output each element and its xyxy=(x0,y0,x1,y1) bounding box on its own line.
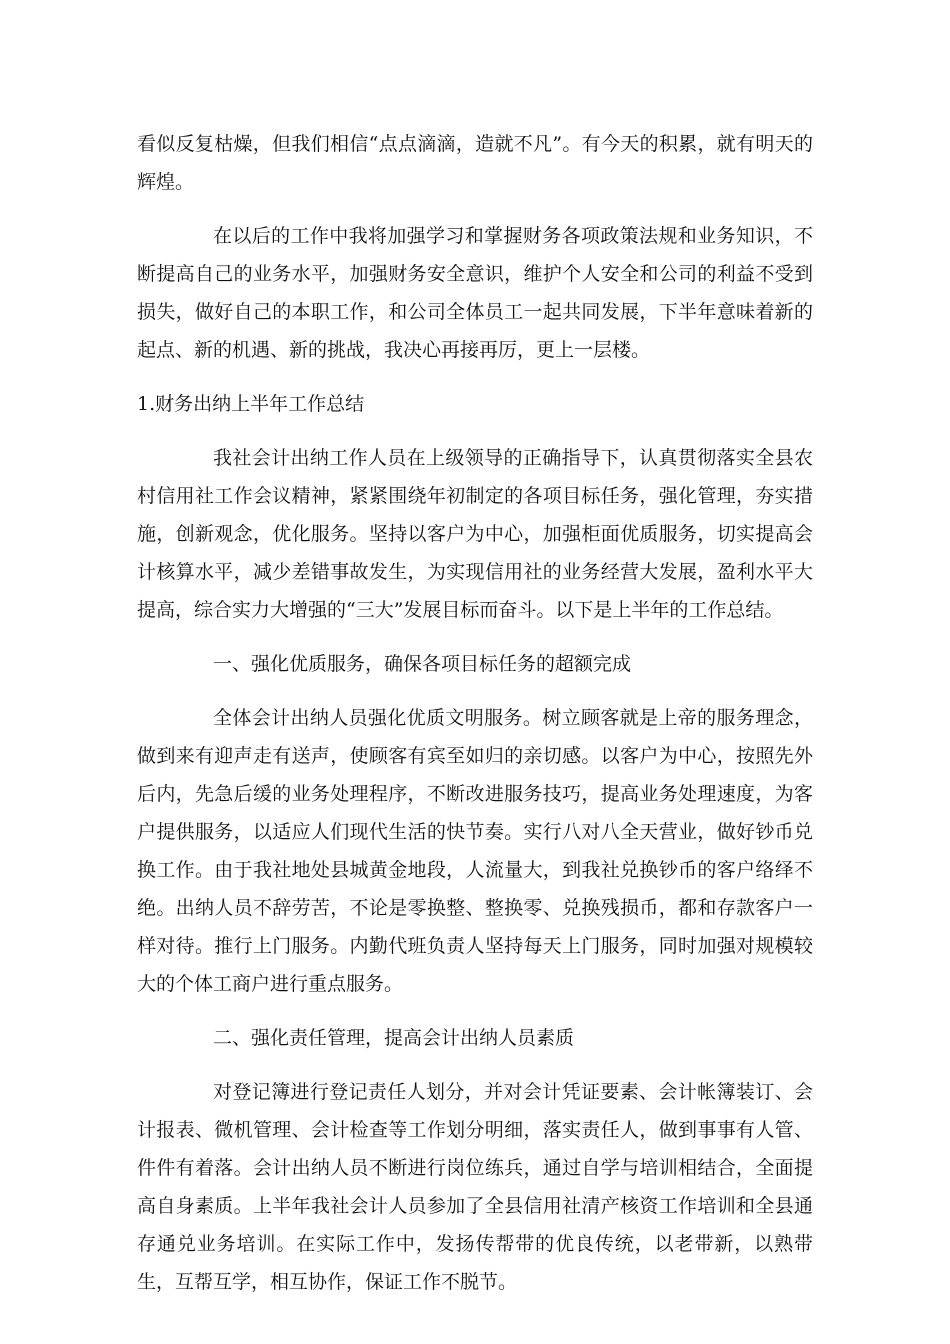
paragraph-continuation: 看似反复枯燥，但我们相信“点点滴滴，造就不凡”。有今天的积累，就有明天的辉煌。 xyxy=(137,133,813,193)
paragraph-responsibility-management: 对登记簿进行登记责任人划分，并对会计凭证要素、会计帐簿装订、会计报表、微机管理、会计检查等工作划分明细，落实责任人，做到事事有人管、件件有着落。会计出纳人员不断进行岗位练兵，通过自学与培训相结合，全面提高自身素质。上半年我社会计人员参加了全县信用社清产核资工作培训和全县通存通兑业务培训。在实际工作中，发扬传帮带的优良传统，以老带新，以熟带生，互帮互学，相互协作，保证工作不脱节。 xyxy=(137,1081,813,1293)
paragraph-summary-intro: 我社会计出纳工作人员在上级领导的正确指导下，认真贯彻落实全县农村信用社工作会议精神，紧紧围绕年初制定的各项目标任务，强化管理，夯实措施，创新观念，优化服务。坚持以客户为中心，加强柜面优质服务，切实提高会计核算水平，减少差错事故发生，为实现信用社的业务经营大发展，盈利水平大提高，综合实力大增强的“三大”发展目标而奋斗。以下是上半年的工作总结。 xyxy=(137,447,813,621)
paragraph-service-quality: 全体会计出纳人员强化优质文明服务。树立顾客就是上帝的服务理念，做到来有迎声走有送声，使顾客有宾至如归的亲切感。以客户为中心，按照先外后内，先急后缓的业务处理程序，不断改进服务技巧，提高业务处理速度，为客户提供服务，以适应人们现代生活的快节奏。实行八对八全天营业，做好钞币兑换工作。由于我社地处县城黄金地段，人流量大，到我社兑换钞币的客户络绎不绝。出纳人员不辞劳苦，不论是零换整、整换零、兑换残损币，都和存款客户一样对待。推行上门服务。内勤代班负责人坚持每天上门服务，同时加强对规模较大的个体工商户进行重点服务。 xyxy=(137,707,813,995)
heading-service-quality: 一、强化优质服务，确保各项目标任务的超额完成 xyxy=(213,653,632,675)
document-body xyxy=(137,125,813,1317)
heading-responsibility-management: 二、强化责任管理，提高会计出纳人员素质 xyxy=(213,1027,575,1049)
paragraph-future-work: 在以后的工作中我将加强学习和掌握财务各项政策法规和业务知识，不断提高自己的业务水平，加强财务安全意识，维护个人安全和公司的利益不受到损失，做好自己的本职工作，和公司全体员工一起共同发展，下半年意味着新的起点、新的机遇、新的挑战，我决心再接再厉，更上一层楼。 xyxy=(137,225,813,361)
section-title-cashier-summary: 1.财务出纳上半年工作总结 xyxy=(137,393,365,415)
